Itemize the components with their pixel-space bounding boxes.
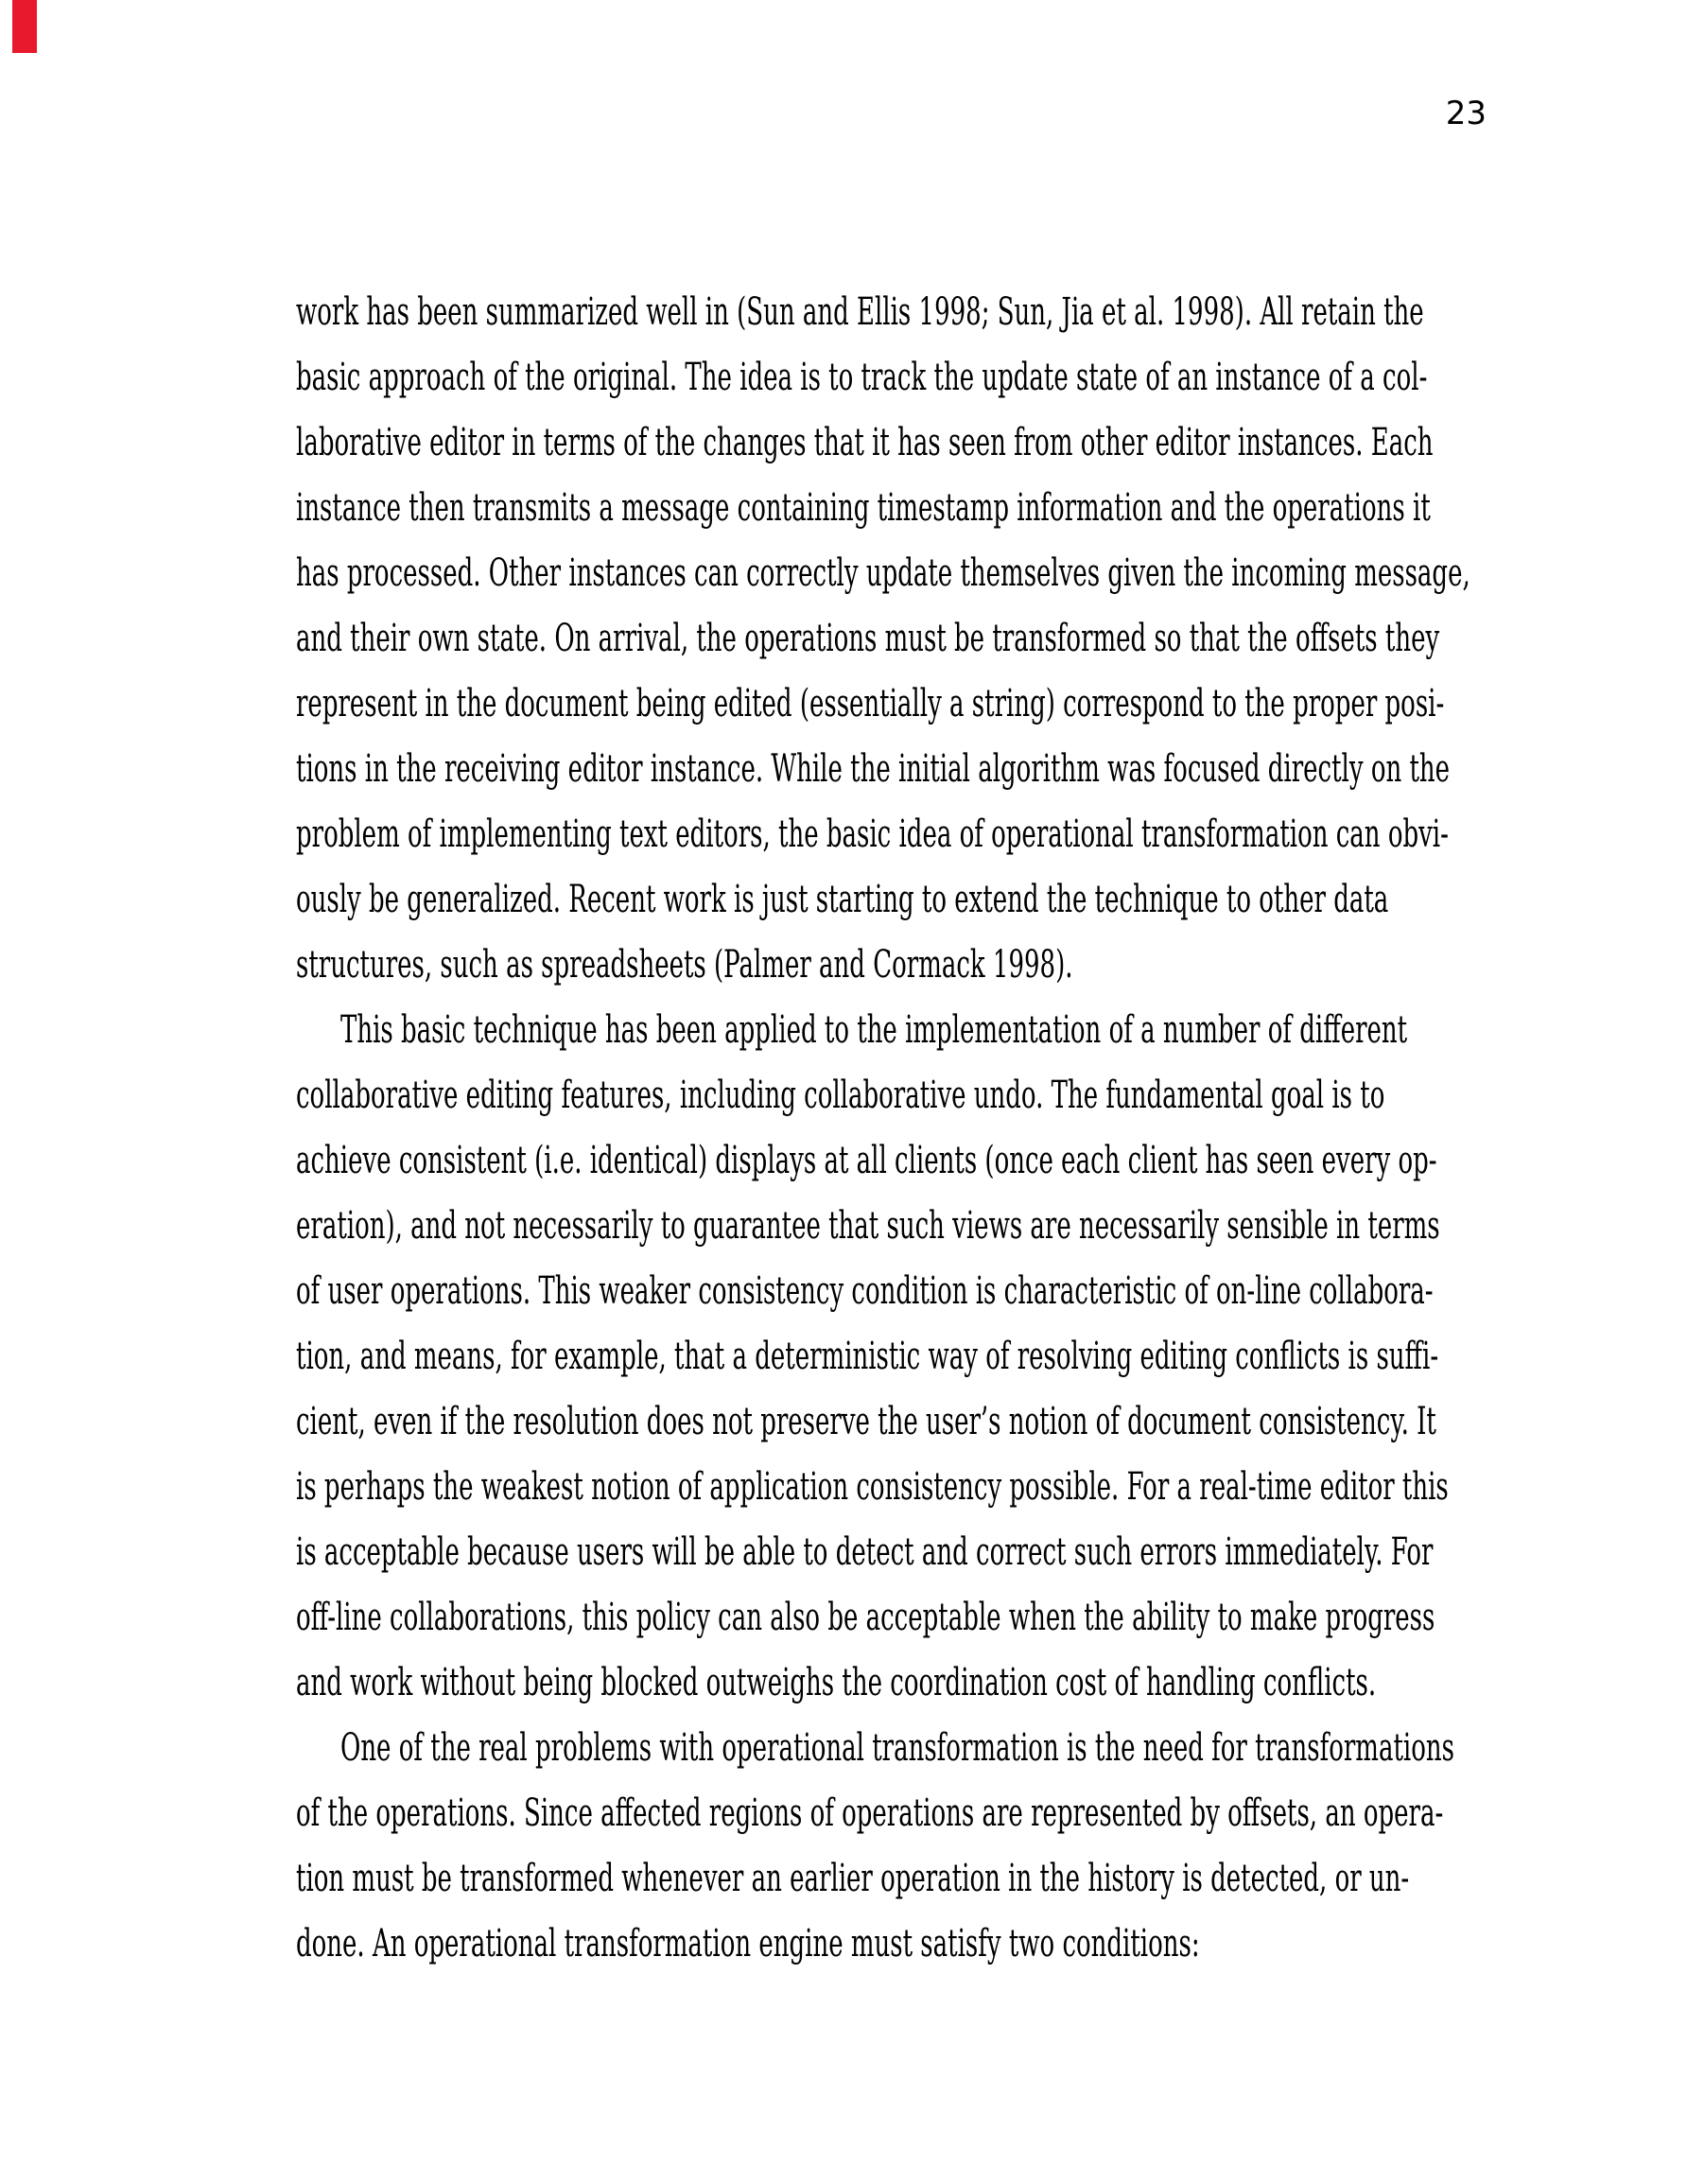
text-line: This basic technique has been applied to the implementation of a number of different bbox=[340, 1008, 1408, 1052]
text-line: tion must be transformed whenever an earlier operation in the history is detected, or un- bbox=[296, 1857, 1410, 1900]
body-text bbox=[296, 280, 1469, 1977]
text-line: work has been summarized well in (Sun and Ellis 1998; Sun, Jia et al. 1998). All retain the bbox=[296, 290, 1424, 334]
page-number: 23 bbox=[1445, 95, 1487, 132]
text-line: has processed. Other instances can correctly update themselves given the incoming message, bbox=[296, 551, 1470, 595]
text-line: One of the real problems with operational transformation is the need for transformations bbox=[340, 1726, 1454, 1770]
text-line: done. An operational transformation engine must satisfy two conditions: bbox=[296, 1922, 1200, 1966]
text-line: eration), and not necessarily to guarantee that such views are necessarily sensible in terms bbox=[296, 1204, 1440, 1248]
text-line: collaborative editing features, including collaborative undo. The fundamental goal is to bbox=[296, 1074, 1385, 1117]
text-line: represent in the document being edited (essentially a string) correspond to the proper posi- bbox=[296, 682, 1445, 725]
text-line: basic approach of the original. The idea is to track the update state of an instance of a col- bbox=[296, 356, 1428, 399]
text-line: off-line collaborations, this policy can also be acceptable when the ability to make progress bbox=[296, 1596, 1435, 1639]
text-line: ously be generalized. Recent work is just starting to extend the technique to other data bbox=[296, 878, 1389, 921]
text-line: is perhaps the weakest notion of application consistency possible. For a real-time editor this bbox=[296, 1465, 1449, 1509]
text-line: and work without being blocked outweighs the coordination cost of handling conflicts. bbox=[296, 1661, 1377, 1704]
text-line: tion, and means, for example, that a deterministic way of resolving editing conflicts is suffi- bbox=[296, 1335, 1439, 1378]
text-line: of the operations. Since affected regions of operations are represented by offsets, an opera- bbox=[296, 1791, 1444, 1835]
text-line: laborative editor in terms of the changes that it has seen from other editor instances. Each bbox=[296, 421, 1434, 464]
text-line: of user operations. This weaker consistency condition is characteristic of on-line collabora- bbox=[296, 1269, 1434, 1313]
text-line: achieve consistent (i.e. identical) displays at all clients (once each client has seen every op- bbox=[296, 1139, 1437, 1182]
text-line: instance then transmits a message containing timestamp information and the operations it bbox=[296, 486, 1431, 530]
text-line: tions in the receiving editor instance. While the initial algorithm was focused directly on the bbox=[296, 747, 1451, 791]
text-line: and their own state. On arrival, the operations must be transformed so that the offsets they bbox=[296, 617, 1440, 660]
text-line: structures, such as spreadsheets (Palmer and Cormack 1998). bbox=[296, 943, 1073, 987]
red-marker bbox=[12, 0, 37, 53]
text-line: is acceptable because users will be able to detect and correct such errors immediately. For bbox=[296, 1530, 1434, 1574]
text-line: problem of implementing text editors, the basic idea of operational transformation can obvi- bbox=[296, 812, 1449, 856]
text-line: cient, even if the resolution does not preserve the user’s notion of document consistency. It bbox=[296, 1400, 1436, 1443]
